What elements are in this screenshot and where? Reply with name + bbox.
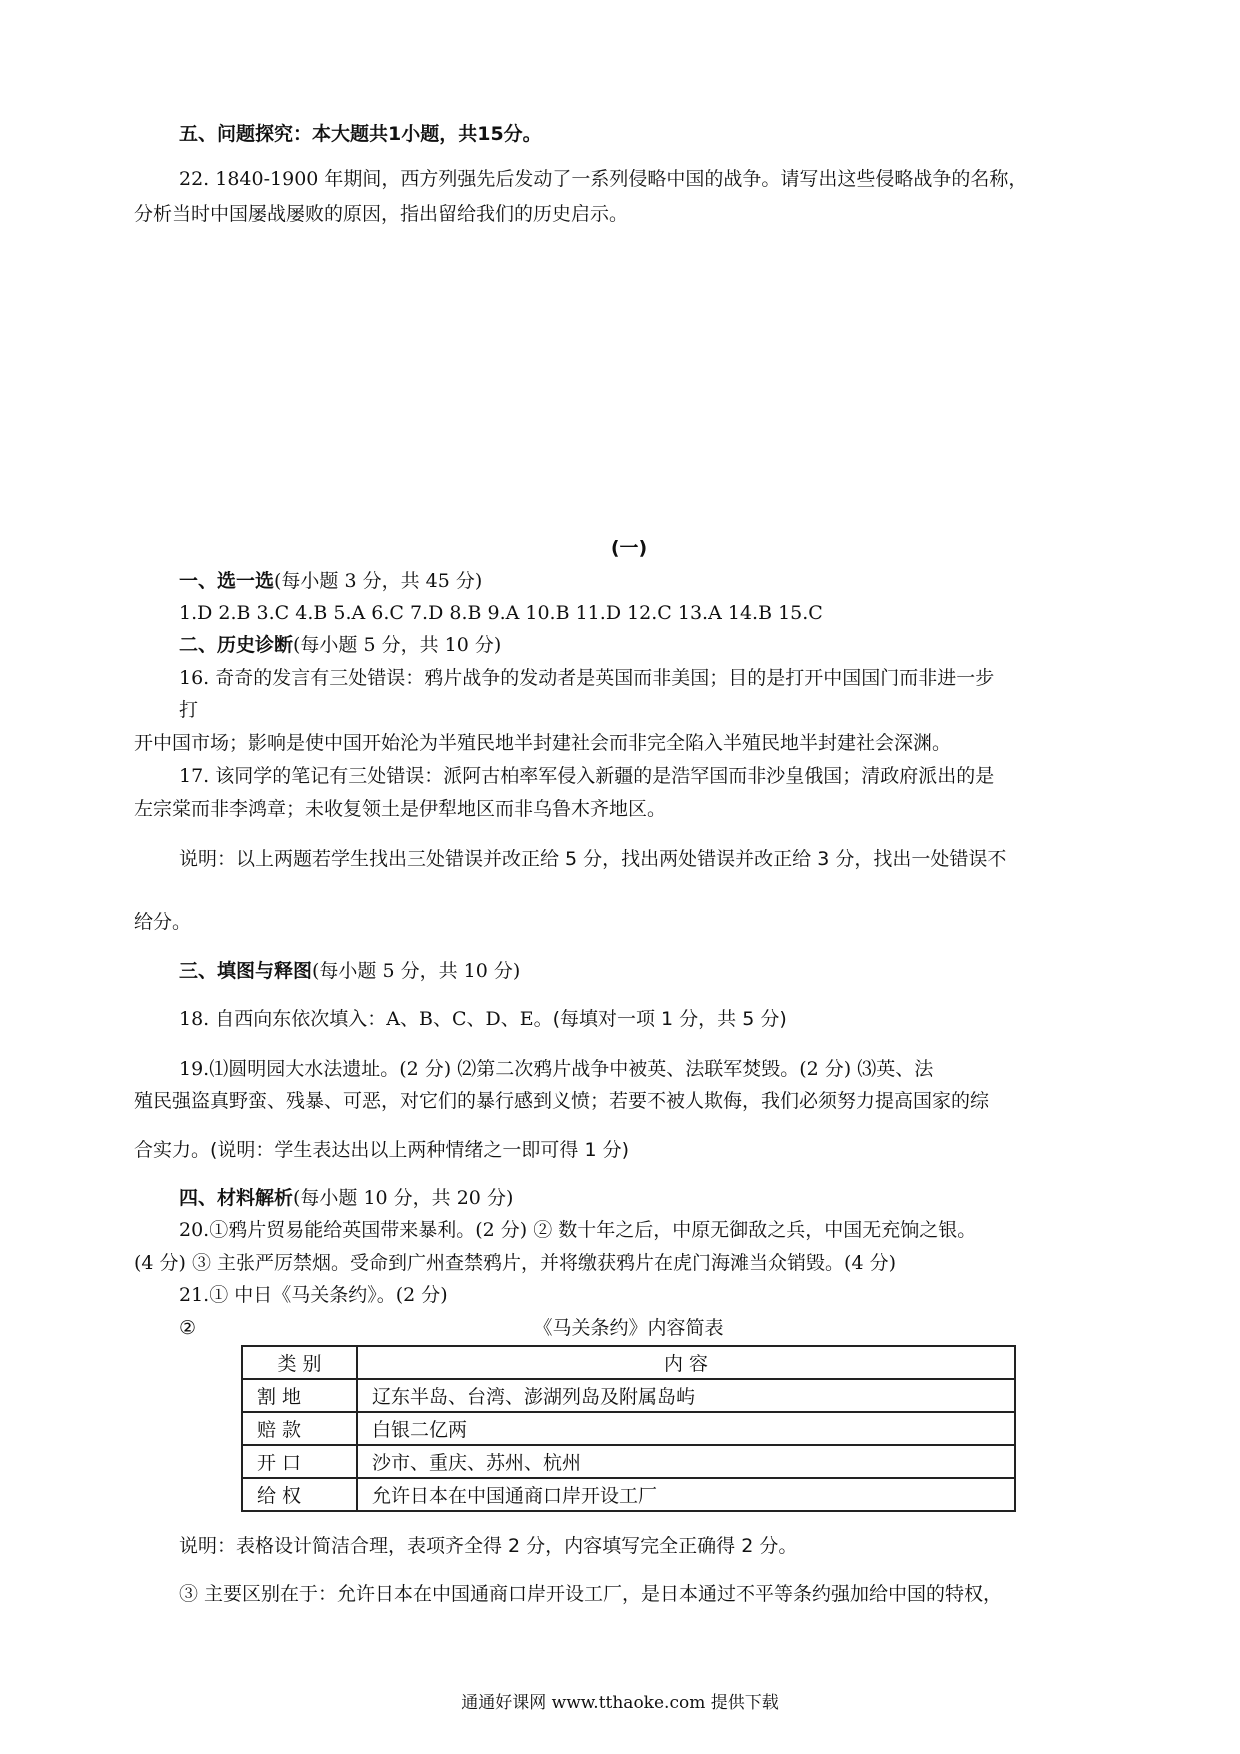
- page-footer: 通通好课网 www.tthaoke.com 提供下载: [461, 1693, 779, 1713]
- q21-marker2: ②: [179, 1317, 197, 1339]
- q16-line2: 打: [179, 699, 199, 721]
- table-cell-content: 沙市、重庆、苏州、杭州: [357, 1445, 1015, 1478]
- part3-heading: 三、填图与释图: [179, 960, 313, 982]
- q19-line2: 殖民强盗真野蛮、残暴、可恶，对它们的暴行感到义愤；若要不被人欺侮，我们必须努力提高国家的综: [134, 1090, 990, 1112]
- part3-score: (每小题 5 分，共 10 分): [312, 960, 521, 982]
- table-cell-content: 允许日本在中国通商口岸开设工厂: [357, 1478, 1015, 1511]
- part2-note-line1: 说明：以上两题若学生找出三处错误并改正给 5 分，找出两处错误并改正给 3 分，找出一处错误不: [179, 848, 1007, 870]
- table-header-row: [242, 1346, 1015, 1379]
- part4-header: [134, 1182, 1169, 1214]
- table-row: [242, 1379, 1015, 1412]
- q22-line1: 22. 1840-1900 年期间，西方列强先后发动了一系列侵略中国的战争。请写出这些侵略战争的名称，: [179, 168, 1028, 190]
- table-row: [242, 1412, 1015, 1445]
- q19-line3-text: 合实力。: [134, 1139, 211, 1161]
- table-cell-category: 赔 款: [242, 1412, 357, 1445]
- table-note: 说明：表格设计简洁合理，表项齐全得 2 分，内容填写完全正确得 2 分。: [179, 1535, 798, 1557]
- q19-line3: [134, 1134, 1124, 1166]
- table-cell-category: 开 口: [242, 1445, 357, 1478]
- part3-header: [134, 955, 1169, 987]
- part2-heading: 二、历史诊断: [179, 634, 294, 656]
- table-caption: 《马关条约》内容简表: [533, 1317, 724, 1339]
- part1-score: (每小题 3 分，共 45 分): [274, 570, 483, 592]
- part2-note-line2: 给分。: [134, 911, 192, 933]
- part1-heading: 一、选一选: [179, 570, 275, 592]
- part2-header: [134, 629, 1169, 661]
- q22-line2: 分析当时中国屡战屡败的原因，指出留给我们的历史启示。: [134, 203, 629, 225]
- q17-line2: 左宗棠而非李鸿章；未收复领土是伊犁地区而非乌鲁木齐地区。: [134, 798, 667, 820]
- treaty-table: [241, 1345, 1016, 1512]
- q21-line1: 21.① 中日《马关条约》。(2 分): [179, 1284, 448, 1306]
- part1-header: [134, 565, 1169, 597]
- q20-line2: (4 分) ③ 主张严厉禁烟。受命到广州查禁鸦片，并将缴获鸦片在虎门海滩当众销毁。(4 分): [134, 1252, 896, 1274]
- q18-note: (每填对一项 1 分，共 5 分): [552, 1008, 787, 1030]
- table-cell-category: 割 地: [242, 1379, 357, 1412]
- part4-heading: 四、材料解析: [179, 1187, 294, 1209]
- table-row: [242, 1478, 1015, 1511]
- table-header-category: 类 别: [242, 1346, 357, 1379]
- part1-answers: 1.D 2.B 3.C 4.B 5.A 6.C 7.D 8.B 9.A 10.B 11.D 12.C 13.A 14.B 15.C: [179, 602, 823, 624]
- part2-score: (每小题 5 分，共 10 分): [293, 634, 502, 656]
- section5-heading: 五、问题探究：本大题共1小题，共15分。: [179, 123, 542, 145]
- q16-line1: 16. 奇奇的发言有三处错误：鸦片战争的发动者是英国而非美国；目的是打开中国国门而非进一步: [179, 667, 995, 689]
- table-row: [242, 1445, 1015, 1478]
- part4-score: (每小题 10 分，共 20 分): [293, 1187, 514, 1209]
- q17-line1: 17. 该同学的笔记有三处错误：派阿古柏率军侵入新疆的是浩罕国而非沙皇俄国；清政府派出的是: [179, 765, 995, 787]
- q21-line3: ③ 主要区别在于：允许日本在中国通商口岸开设工厂，是日本通过不平等条约强加给中国的特权，: [179, 1583, 1003, 1605]
- q18-line: [134, 1003, 1169, 1035]
- q20-line1: 20.①鸦片贸易能给英国带来暴利。(2 分) ② 数十年之后，中原无御敌之兵，中国无充饷之银。: [179, 1219, 977, 1241]
- q16-line3: 开中国市场；影响是使中国开始沦为半殖民地半封建社会而非完全陷入半殖民地半封建社会深渊。: [134, 732, 952, 754]
- q18-text: 18. 自西向东依次填入：A、B、C、D、E。: [179, 1008, 553, 1030]
- table-cell-content: 白银二亿两: [357, 1412, 1015, 1445]
- table-header-content: 内 容: [357, 1346, 1015, 1379]
- answer-title: (一): [610, 537, 648, 559]
- q19-line1: 19.⑴圆明园大水法遗址。(2 分) ⑵第二次鸦片战争中被英、法联军焚毁。(2 分) ⑶英、法: [179, 1058, 934, 1080]
- q19-note: (说明：学生表达出以上两种情绪之一即可得 1 分): [210, 1139, 630, 1161]
- table-cell-content: 辽东半岛、台湾、澎湖列岛及附属岛屿: [357, 1379, 1015, 1412]
- table-cell-category: 给 权: [242, 1478, 357, 1511]
